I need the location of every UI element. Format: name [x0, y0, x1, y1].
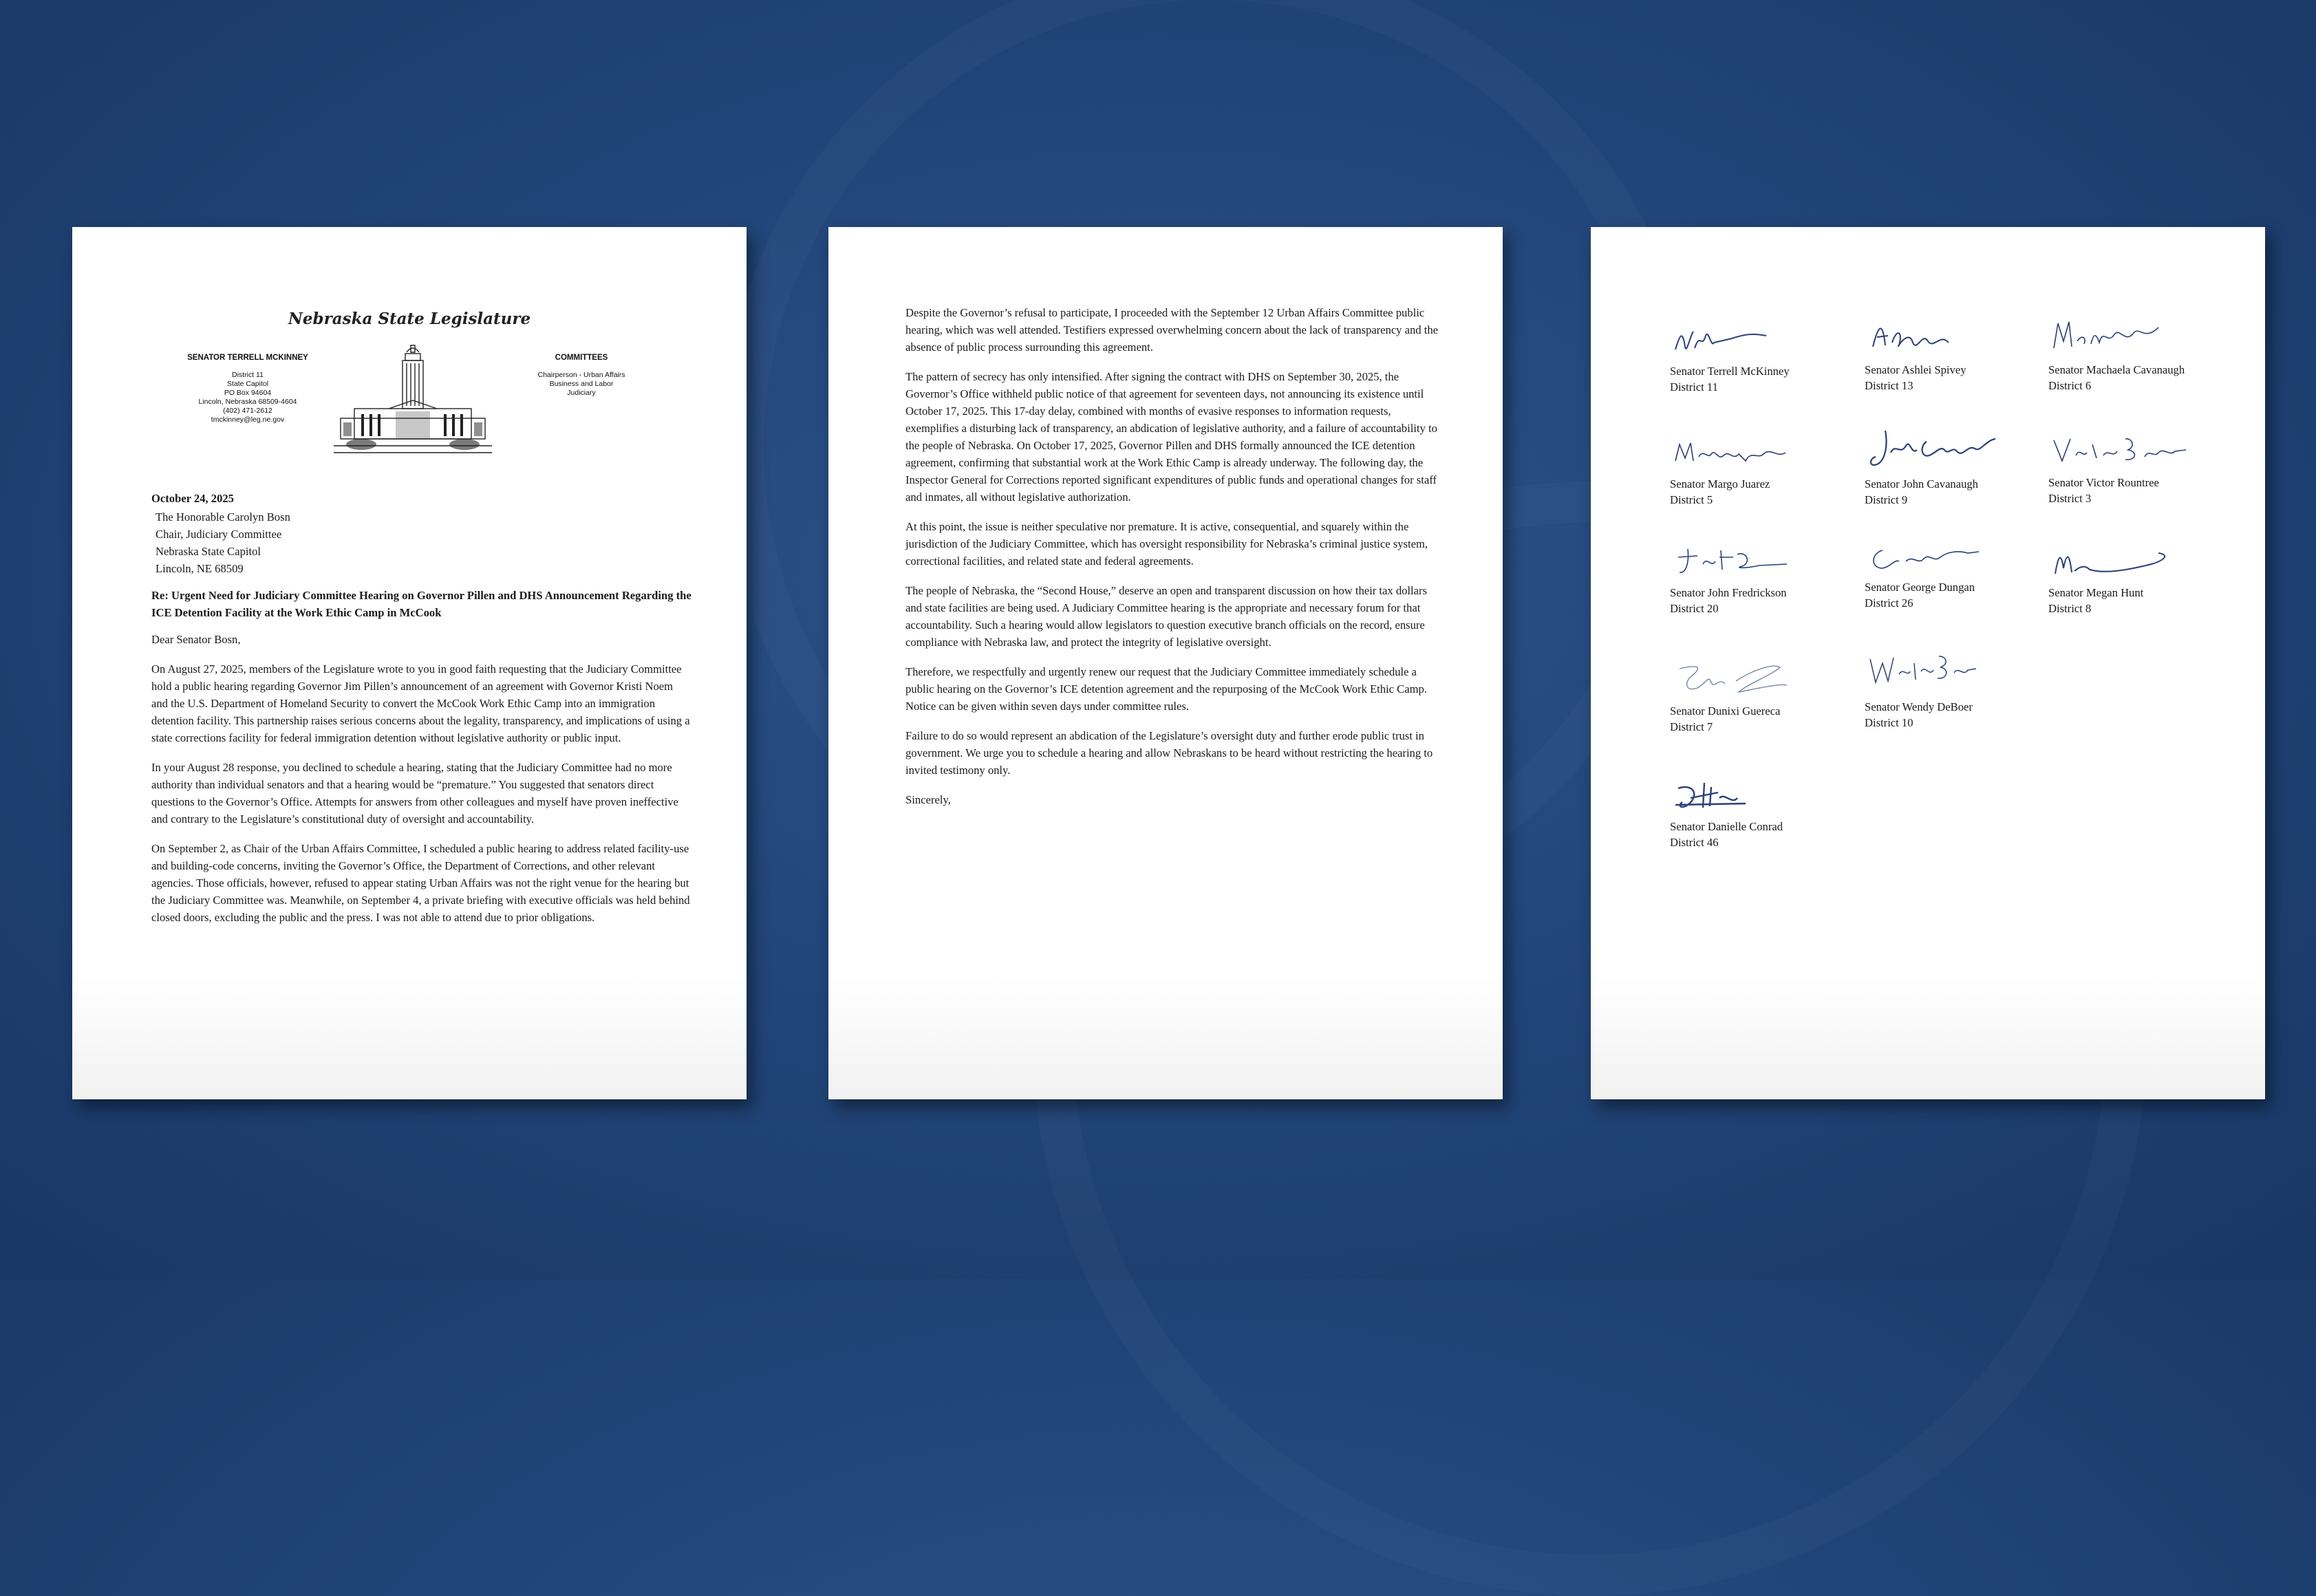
signer-district: District 10: [1865, 716, 1913, 729]
letterhead-title: Nebraska State Legislature: [288, 310, 531, 328]
recipient-line: The Honorable Carolyn Bosn: [156, 510, 290, 524]
contact-line: State Capitol: [226, 380, 269, 388]
page-shading: [72, 975, 747, 1099]
signer-district: District 7: [1670, 720, 1713, 733]
letter-page-2: [828, 227, 1503, 1099]
signature-block: [1865, 425, 2023, 508]
committee-line: Judiciary: [567, 389, 596, 397]
committees-block: [499, 354, 664, 398]
salutation: Dear Senator Bosn,: [151, 633, 241, 646]
handwritten-signature: [1865, 538, 1988, 575]
paragraph: In your August 28 response, you declined to schedule a hearing, stating that the Judiciary Committee had no more authority than individual senators and that a hearing would be “premature.” You suggested that senators direct questions to the Governor’s Office. Attempts for answers from other colleagues and myself have proven ineffective and contrary to the Legislature’s constitutional duty of oversight and accountability.: [151, 761, 678, 826]
handwritten-signature: [1670, 777, 1759, 815]
contact-line: PO Box 94604: [224, 389, 272, 397]
paragraph: On August 27, 2025, members of the Legislature wrote to you in good faith requesting that the Judiciary Committee hold a public hearing regarding Governor Jim Pillen’s announcement of an agreement with Governor Kristi Noem and the U.S. Department of Homeland Security to convert the McCook Work Ethic Camp into an immigration detention facility. This partnership raises serious concerns about the legality, transparency, and implications of using a state corrections facility for federal immigration detention without legislative authority or public input.: [151, 662, 690, 744]
committees-heading: COMMITTEES: [555, 354, 608, 362]
handwritten-signature: [1670, 541, 1794, 581]
signer-district: District 20: [1670, 602, 1719, 615]
signer-district: District 5: [1670, 493, 1713, 506]
contact-line: (402) 471-2612: [223, 407, 272, 415]
recipient-line: Lincoln, NE 68509: [156, 562, 244, 575]
subject-line: Re: Urgent Need for Judiciary Committee Hearing on Governor Pillen and DHS Announcement Regarding the ICE Detention Facility at the Work Ethic Camp in McCook: [151, 589, 691, 619]
page-shading: [828, 975, 1503, 1099]
signature-block: [2048, 543, 2207, 616]
handwritten-signature: [1670, 654, 1794, 699]
signer-district: District 6: [2048, 379, 2092, 392]
paragraph: Therefore, we respectfully and urgently renew our request that the Judiciary Committee immediately schedule a public hearing on the Governor’s ICE detention agreement and the repurposing of the McCook Work Ethic Camp. Notice can be given within seven days under committee rules.: [905, 665, 1427, 713]
letter-body-page-1: [151, 490, 691, 938]
paragraph: Failure to do so would represent an abdication of the Legislature’s oversight duty and further erode public trust in government. We urge you to schedule a hearing and allow Nebraskans to be heard without restricting the hearing to invited testimony only.: [905, 729, 1433, 777]
handwritten-signature: [1670, 322, 1773, 359]
paragraph: The pattern of secrecy has only intensified. After signing the contract with DHS on September 30, 2025, the Governor’s Office withheld public notice of that agreement for seventeen days, not announcing its existence until October 17, 2025. This 17-day delay, combined with months of evasive responses to information requests, exemplifies a disturbing lack of transparency, an abdication of legislative authority, and a failure of accountability to the people of Nebraska. On October 17, 2025, Governor Pillen and DHS formally announced the ICE detention agreement, confirming that substantial work at the Work Ethic Camp is already underway. The following day, the Inspector General for Corrections reported significant expenditures of public funds and operational changes for staff and inmates, all without legislative authorization.: [905, 370, 1437, 504]
closing: Sincerely,: [905, 793, 951, 806]
signature-block: [1865, 538, 2023, 611]
handwritten-signature: [2048, 314, 2165, 358]
signature-block: [1670, 322, 1828, 395]
signer-district: District 46: [1670, 836, 1719, 849]
signature-block: [2048, 431, 2207, 506]
handwritten-signature: [2048, 543, 2172, 581]
signature-block: [2048, 314, 2207, 393]
recipient-address: [156, 508, 691, 577]
handwritten-signature: [1865, 425, 2002, 472]
signer-name: Senator Danielle Conrad: [1670, 820, 1783, 833]
handwritten-signature: [1865, 315, 1968, 358]
signer-name: Senator Dunixi Guereca: [1670, 704, 1781, 718]
capitol-building-illustration: [334, 343, 492, 460]
signer-district: District 26: [1865, 596, 1913, 610]
signature-block: [1670, 654, 1828, 735]
signer-name: Senator John Fredrickson: [1670, 586, 1787, 599]
signature-block: [1670, 541, 1828, 616]
signature-block: [1865, 649, 2023, 731]
signer-name: Senator Wendy DeBoer: [1865, 700, 1973, 713]
signature-block: [1865, 315, 2023, 393]
signer-name: Senator John Cavanaugh: [1865, 477, 1978, 490]
signer-name: Senator Terrell McKinney: [1670, 365, 1790, 378]
committee-line: Chairperson - Urban Affairs: [537, 371, 625, 379]
letter-page-1: [72, 227, 747, 1099]
signer-name: Senator Ashlei Spivey: [1865, 363, 1966, 376]
letter-date: October 24, 2025: [151, 492, 234, 505]
signer-name: Senator Megan Hunt: [2048, 586, 2144, 599]
signer-district: District 9: [1865, 493, 1908, 506]
signer-district: District 13: [1865, 379, 1913, 392]
handwritten-signature: [1865, 649, 1982, 695]
recipient-line: Chair, Judiciary Committee: [156, 528, 282, 541]
letter-body-page-2: [905, 304, 1446, 821]
contact-line: tmckinney@leg.ne.gov: [211, 416, 285, 424]
contact-line: Lincoln, Nebraska 68509-4604: [198, 398, 297, 406]
handwritten-signature: [2048, 431, 2193, 471]
paragraph: On September 2, as Chair of the Urban Affairs Committee, I scheduled a public hearing to address related facility-use and building-code concerns, inviting the Governor’s Office, the Department of Corrections, and other relevant agencies. Those officials, however, refused to appear stating Urban Affairs was not the right venue for the hearing but the Judiciary Committee was. Meanwhile, on September 4, a private briefing with executive officials was held behind closed doors, excluding the public and the press. I was not able to attend due to prior obligations.: [151, 842, 690, 924]
signer-district: District 3: [2048, 492, 2092, 505]
signature-page: [1591, 227, 2265, 1099]
page-shading: [1591, 975, 2265, 1099]
contact-line: District 11: [232, 371, 264, 379]
signer-name: Senator George Dungan: [1865, 581, 1975, 594]
paragraph: Despite the Governor’s refusal to participate, I proceeded with the September 12 Urban Affairs Committee public hearing, which was well attended. Testifiers expressed overwhelming concern about the lack of transparency and the absence of public process surrounding this agreement.: [905, 306, 1439, 354]
signer-district: District 8: [2048, 602, 2092, 615]
paragraph: At this point, the issue is neither speculative nor premature. It is active, consequential, and squarely within the jurisdiction of the Judiciary Committee, which has oversight responsibility for Nebraska’s criminal justice system, correctional facilities, and related state and federal agreements.: [905, 520, 1428, 568]
committee-line: Business and Labor: [549, 380, 614, 388]
signer-name: Senator Machaela Cavanaugh: [2048, 363, 2185, 376]
handwritten-signature: [1670, 433, 1790, 472]
signer-name: Senator Margo Juarez: [1670, 477, 1770, 490]
senator-contact-block: [148, 354, 347, 424]
paragraph: The people of Nebraska, the “Second House,” deserve an open and transparent discussion on how their tax dollars and state facilities are being used. A Judiciary Committee hearing is the appropriate and necessary forum for that accountability. Such a hearing would allow legislators to question executive branch officials on the record, ensure compliance with Nebraska law, and protect the integrity of legislative oversight.: [905, 584, 1428, 649]
signature-block: [1670, 777, 1828, 850]
signer-name: Senator Victor Rountree: [2048, 476, 2159, 489]
signature-block: [1670, 433, 1828, 508]
signer-district: District 11: [1670, 380, 1718, 393]
senator-name: SENATOR TERRELL MCKINNEY: [187, 354, 308, 362]
recipient-line: Nebraska State Capitol: [156, 545, 261, 558]
